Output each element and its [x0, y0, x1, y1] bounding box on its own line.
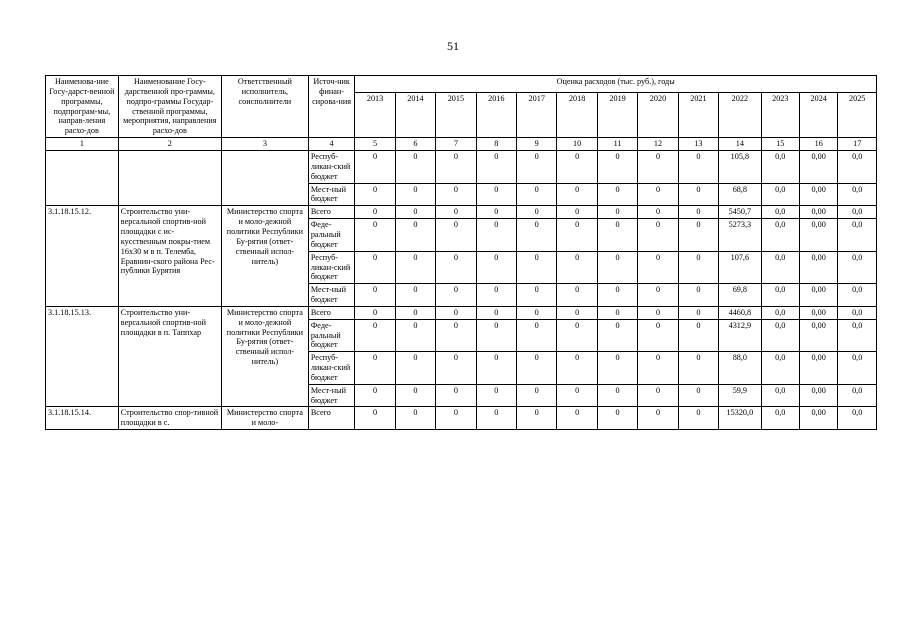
column-number: 9 — [517, 138, 557, 151]
expense-value: 0 — [476, 352, 516, 385]
expense-value: 0,00 — [799, 352, 837, 385]
funding-source: Мест-ный бюджет — [308, 284, 355, 307]
column-number: 15 — [761, 138, 799, 151]
expense-value: 0 — [557, 284, 597, 307]
page-number: 51 — [447, 39, 459, 53]
expense-value: 0,00 — [799, 384, 837, 407]
expense-value: 0 — [678, 284, 718, 307]
expense-value: 0 — [436, 151, 476, 184]
expense-value: 0 — [557, 151, 597, 184]
column-number: 12 — [638, 138, 678, 151]
expense-value: 0 — [355, 251, 395, 284]
expense-value: 0 — [557, 219, 597, 252]
expense-value: 0 — [355, 352, 395, 385]
expense-value: 0 — [355, 407, 395, 430]
column-number: 16 — [799, 138, 837, 151]
expense-value: 0 — [597, 183, 637, 206]
header-year: 2016 — [476, 93, 516, 138]
expense-value: 0 — [678, 206, 718, 219]
expense-value: 0,0 — [761, 319, 799, 352]
expense-value: 0 — [517, 206, 557, 219]
expense-value: 0,0 — [838, 206, 877, 219]
expense-value: 0 — [597, 206, 637, 219]
expense-value: 0 — [557, 251, 597, 284]
row-responsible: Министерство спорта и моло-дежной политики Республики Бу-рятия (ответ-ственный испол-нитель) — [221, 206, 308, 307]
expense-value: 0 — [597, 284, 637, 307]
expense-value: 0,0 — [761, 151, 799, 184]
expense-value: 0 — [678, 352, 718, 385]
expense-value: 0 — [678, 219, 718, 252]
expense-value: 0,0 — [838, 384, 877, 407]
expense-value: 0 — [557, 306, 597, 319]
funding-source: Респуб-ликан-ский бюджет — [308, 151, 355, 184]
expense-value: 0 — [476, 284, 516, 307]
column-number: 3 — [221, 138, 308, 151]
expense-value: 0 — [517, 306, 557, 319]
column-number: 17 — [838, 138, 877, 151]
table-body — [46, 151, 877, 430]
expense-value: 0 — [678, 407, 718, 430]
column-number: 13 — [678, 138, 718, 151]
expense-value: 88,0 — [719, 352, 761, 385]
expense-value: 0,0 — [838, 251, 877, 284]
expense-value: 0 — [395, 319, 435, 352]
row-code — [46, 151, 119, 206]
expense-value: 0 — [517, 251, 557, 284]
funding-source: Всего — [308, 306, 355, 319]
column-number: 1 — [46, 138, 119, 151]
expense-value: 0 — [476, 151, 516, 184]
expense-value: 0 — [638, 284, 678, 307]
column-number: 10 — [557, 138, 597, 151]
header-year: 2025 — [838, 93, 877, 138]
expense-value: 0 — [597, 384, 637, 407]
expense-value: 0,0 — [761, 384, 799, 407]
expense-value: 0 — [395, 151, 435, 184]
expense-value: 0 — [678, 319, 718, 352]
expense-value: 0 — [557, 183, 597, 206]
expense-value: 68,8 — [719, 183, 761, 206]
header-col-2: Наименование Госу-дарственной про-граммы, подпро-граммы Государ-ственной программы, мероприятия, направления расхо-дов — [118, 76, 221, 138]
funding-source: Мест-ный бюджет — [308, 384, 355, 407]
expense-value: 0 — [517, 151, 557, 184]
header-year: 2019 — [597, 93, 637, 138]
expense-value: 0,0 — [838, 319, 877, 352]
expense-value: 0 — [436, 384, 476, 407]
header-year: 2014 — [395, 93, 435, 138]
column-numbers-row — [46, 138, 877, 151]
expense-value: 105,8 — [719, 151, 761, 184]
expense-value: 0 — [476, 319, 516, 352]
expense-value: 0 — [355, 183, 395, 206]
expense-value: 0 — [597, 151, 637, 184]
expense-value: 0 — [355, 219, 395, 252]
expense-value: 0,00 — [799, 407, 837, 430]
column-number: 4 — [308, 138, 355, 151]
row-code: 3.1.18.15.14. — [46, 407, 119, 430]
expense-value: 0 — [678, 384, 718, 407]
expense-value: 0 — [517, 319, 557, 352]
expense-value: 0,0 — [838, 151, 877, 184]
expense-value: 0,00 — [799, 319, 837, 352]
expense-value: 107,6 — [719, 251, 761, 284]
expense-value: 0 — [476, 407, 516, 430]
expense-value: 0 — [517, 219, 557, 252]
expense-value: 0,0 — [761, 284, 799, 307]
expense-value: 0 — [476, 384, 516, 407]
expense-value: 0 — [395, 251, 435, 284]
header-year: 2015 — [436, 93, 476, 138]
expense-value: 0 — [517, 407, 557, 430]
header-col-3: Ответственный исполнитель, соисполнители — [221, 76, 308, 138]
row-name: Строительство спор-тивной площадки в с. — [118, 407, 221, 430]
expense-value: 0 — [436, 183, 476, 206]
expense-value: 0 — [476, 183, 516, 206]
expense-value: 0 — [557, 206, 597, 219]
expense-value: 0,00 — [799, 206, 837, 219]
expense-value: 0,0 — [761, 306, 799, 319]
expense-value: 0 — [597, 306, 637, 319]
header-year: 2022 — [719, 93, 761, 138]
expense-value: 0 — [436, 206, 476, 219]
expense-value: 0,0 — [761, 219, 799, 252]
column-number: 2 — [118, 138, 221, 151]
expense-value: 0 — [355, 306, 395, 319]
expense-value: 4312,9 — [719, 319, 761, 352]
header-col-1: Наименова-ние Госу-дарст-венной программы, подпрограм-мы, направ-ления расхо-дов — [46, 76, 119, 138]
expense-value: 0 — [638, 206, 678, 219]
header-col-4: Источ-ник финан-сирова-ния — [308, 76, 355, 138]
funding-source: Респуб-ликан-ский бюджет — [308, 251, 355, 284]
expense-value: 0 — [638, 352, 678, 385]
expense-value: 0 — [597, 319, 637, 352]
expense-value: 0 — [436, 306, 476, 319]
expense-value: 0 — [597, 219, 637, 252]
expense-value: 0 — [395, 219, 435, 252]
expense-value: 0 — [638, 384, 678, 407]
expense-value: 0 — [678, 251, 718, 284]
expense-value: 0 — [355, 319, 395, 352]
funding-source: Всего — [308, 407, 355, 430]
expense-value: 0,0 — [761, 352, 799, 385]
expense-value: 0,00 — [799, 251, 837, 284]
expense-value: 0 — [638, 407, 678, 430]
expense-value: 0 — [476, 206, 516, 219]
expense-value: 0 — [436, 284, 476, 307]
expense-value: 0 — [436, 407, 476, 430]
header-year: 2024 — [799, 93, 837, 138]
expense-value: 0,0 — [838, 284, 877, 307]
expense-value: 0 — [355, 384, 395, 407]
expense-value: 0 — [395, 206, 435, 219]
expense-value: 0 — [395, 352, 435, 385]
table-row — [46, 306, 877, 319]
expense-value: 0,00 — [799, 219, 837, 252]
expense-value: 0 — [597, 352, 637, 385]
expense-value: 0 — [436, 319, 476, 352]
header-year: 2018 — [557, 93, 597, 138]
expense-value: 0 — [638, 151, 678, 184]
expense-value: 0 — [395, 183, 435, 206]
expense-value: 0 — [517, 284, 557, 307]
column-number: 5 — [355, 138, 395, 151]
expense-value: 0 — [476, 219, 516, 252]
table-row — [46, 151, 877, 184]
expense-value: 0 — [436, 219, 476, 252]
table-row — [46, 407, 877, 430]
header-estimate: Оценка расходов (тыс. руб.), годы — [355, 76, 877, 93]
expense-value: 0 — [678, 306, 718, 319]
expense-value: 0 — [638, 306, 678, 319]
column-number: 7 — [436, 138, 476, 151]
expense-value: 0,0 — [761, 206, 799, 219]
expense-value: 0 — [476, 306, 516, 319]
column-number: 6 — [395, 138, 435, 151]
row-name: Строительство уни-версальной спортив-ной площадки с ис-кусственным покры-тием 16x30 м в п. Телемба, Еравнин-ского района Рес-публики Бурятия — [118, 206, 221, 307]
header-year: 2017 — [517, 93, 557, 138]
header-year: 2020 — [638, 93, 678, 138]
expense-value: 0,00 — [799, 151, 837, 184]
expense-value: 5450,7 — [719, 206, 761, 219]
expense-value: 15320,0 — [719, 407, 761, 430]
funding-source: Мест-ный бюджет — [308, 183, 355, 206]
expense-value: 5273,3 — [719, 219, 761, 252]
row-name — [118, 151, 221, 206]
expense-value: 0,0 — [761, 183, 799, 206]
expense-value: 0,0 — [761, 407, 799, 430]
expense-value: 0 — [395, 306, 435, 319]
expense-value: 0,0 — [838, 183, 877, 206]
expense-value: 69,8 — [719, 284, 761, 307]
expense-value: 0 — [638, 251, 678, 284]
expense-value: 0 — [678, 183, 718, 206]
expense-value: 0,0 — [838, 407, 877, 430]
expense-value: 0,00 — [799, 183, 837, 206]
expense-value: 0 — [395, 407, 435, 430]
expense-value: 0 — [557, 352, 597, 385]
expense-value: 0 — [355, 151, 395, 184]
expense-value: 0 — [436, 352, 476, 385]
expense-value: 4460,8 — [719, 306, 761, 319]
header-year: 2023 — [761, 93, 799, 138]
expense-value: 0 — [517, 352, 557, 385]
expense-value: 0,0 — [838, 306, 877, 319]
funding-source: Респуб-ликан-ский бюджет — [308, 352, 355, 385]
column-number: 14 — [719, 138, 761, 151]
expense-value: 0 — [517, 183, 557, 206]
expense-value: 0 — [678, 151, 718, 184]
expense-value: 0 — [557, 319, 597, 352]
funding-source: Феде-ральный бюджет — [308, 319, 355, 352]
row-name: Строительство уни-версальной спортив-ной площадки в п. Таппхар — [118, 306, 221, 407]
expense-value: 0 — [355, 206, 395, 219]
row-responsible — [221, 151, 308, 206]
expense-value: 0 — [638, 183, 678, 206]
table-row — [46, 206, 877, 219]
expense-value: 0,0 — [761, 251, 799, 284]
expense-value: 0 — [597, 407, 637, 430]
expense-value: 59,9 — [719, 384, 761, 407]
expense-value: 0 — [557, 384, 597, 407]
expense-value: 0,00 — [799, 306, 837, 319]
expense-value: 0 — [355, 284, 395, 307]
budget-table — [45, 75, 877, 430]
header-year: 2021 — [678, 93, 718, 138]
row-responsible: Министерство спорта и моло- — [221, 407, 308, 430]
expense-value: 0 — [597, 251, 637, 284]
expense-value: 0 — [517, 384, 557, 407]
expense-value: 0 — [436, 251, 476, 284]
expense-value: 0 — [638, 319, 678, 352]
row-responsible: Министерство спорта и моло-дежной политики Республики Бу-рятия (ответ-ственный испол-нитель) — [221, 306, 308, 407]
table-header — [46, 76, 877, 151]
row-code: 3.1.18.15.12. — [46, 206, 119, 307]
expense-value: 0 — [395, 284, 435, 307]
row-code: 3.1.18.15.13. — [46, 306, 119, 407]
column-number: 8 — [476, 138, 516, 151]
expense-value: 0 — [557, 407, 597, 430]
expense-value: 0,00 — [799, 284, 837, 307]
column-number: 11 — [597, 138, 637, 151]
expense-value: 0,0 — [838, 219, 877, 252]
expense-value: 0 — [395, 384, 435, 407]
expense-value: 0 — [638, 219, 678, 252]
expense-value: 0 — [476, 251, 516, 284]
funding-source: Всего — [308, 206, 355, 219]
funding-source: Феде-ральный бюджет — [308, 219, 355, 252]
header-year: 2013 — [355, 93, 395, 138]
expense-value: 0,0 — [838, 352, 877, 385]
